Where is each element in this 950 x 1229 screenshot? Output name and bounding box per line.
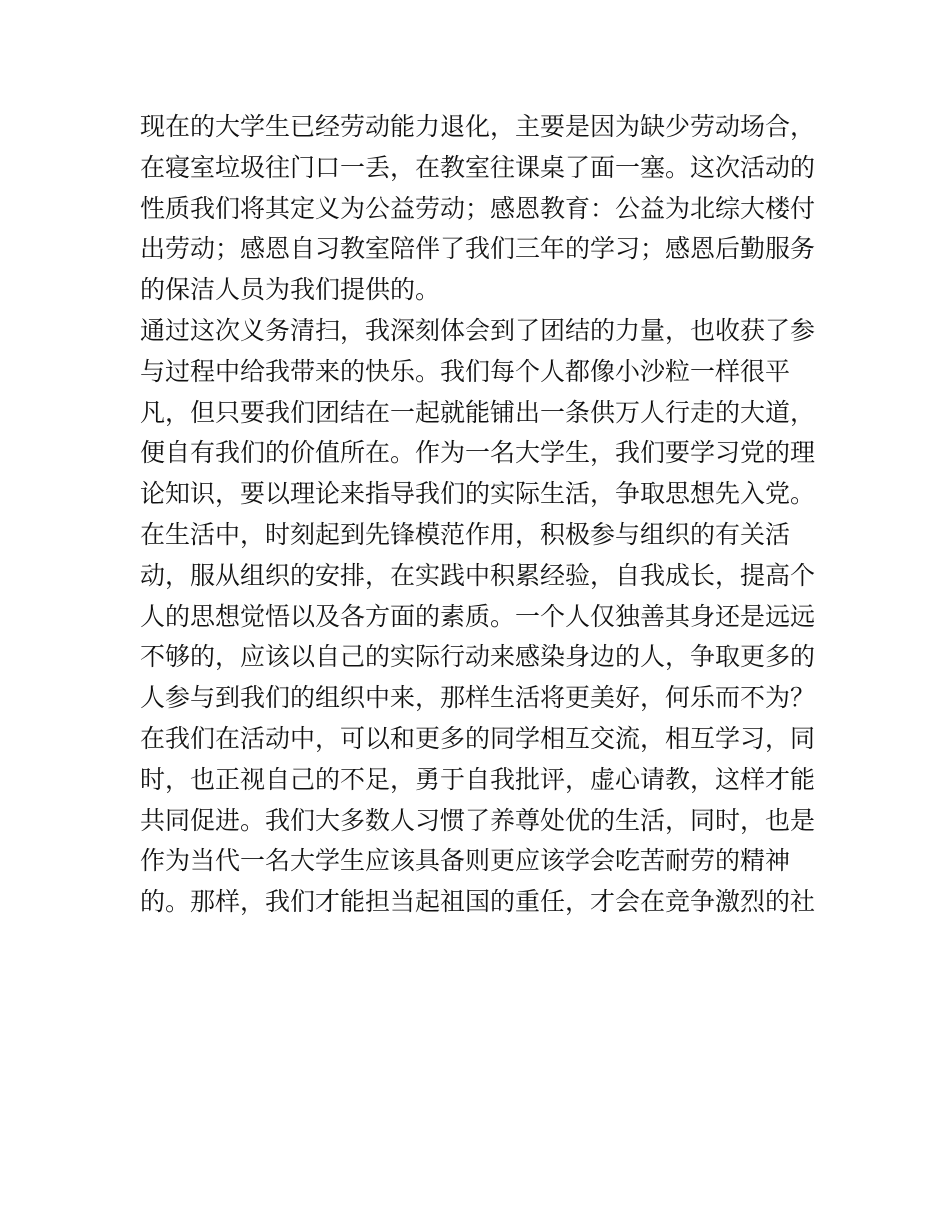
text-line: 的保洁人员为我们提供的。	[140, 275, 441, 305]
text-line: 在生活中，时刻起到先锋模范作用，积极参与组织的有关活	[140, 519, 791, 549]
text-line: 时，也正视自己的不足，勇于自我批评，虚心请教，这样才能	[140, 764, 816, 794]
text-line: 在寝室垃圾往门口一丢，在教室往课桌了面一塞。这次活动的	[140, 152, 816, 182]
text-line: 论知识，要以理论来指导我们的实际生活，争取思想先入党。	[140, 479, 816, 509]
body-text	[140, 107, 820, 923]
text-line: 不够的，应该以自己的实际行动来感染身边的人，争取更多的	[140, 642, 816, 672]
text-line: 在我们在活动中，可以和更多的同学相互交流，相互学习，同	[140, 723, 816, 753]
text-line: 性质我们将其定义为公益劳动；感恩教育：公益为北综大楼付	[140, 193, 816, 223]
text-line: 作为当代一名大学生应该具备则更应该学会吃苦耐劳的精神	[140, 846, 791, 876]
text-line: 出劳动；感恩自习教室陪伴了我们三年的学习；感恩后勤服务	[140, 234, 816, 264]
text-line: 凡，但只要我们团结在一起就能铺出一条供万人行走的大道，	[140, 397, 816, 427]
text-line: 人参与到我们的组织中来，那样生活将更美好，何乐而不为？	[140, 683, 816, 713]
text-line: 的。那样，我们才能担当起祖国的重任，才会在竞争激烈的社	[140, 887, 816, 917]
text-line: 通过这次义务清扫，我深刻体会到了团结的力量，也收获了参	[140, 315, 816, 345]
text-line: 现在的大学生已经劳动能力退化，主要是因为缺少劳动场合，	[140, 112, 816, 141]
text-line: 共同促进。我们大多数人习惯了养尊处优的生活，同时，也是	[140, 805, 816, 835]
text-line: 便自有我们的价值所在。作为一名大学生，我们要学习党的理	[140, 438, 816, 468]
text-line: 与过程中给我带来的快乐。我们每个人都像小沙粒一样很平	[140, 356, 791, 386]
text-line: 动，服从组织的安排，在实践中积累经验，自我成长，提高个	[140, 560, 816, 590]
text-line: 人的思想觉悟以及各方面的素质。一个人仅独善其身还是远远	[140, 601, 816, 631]
